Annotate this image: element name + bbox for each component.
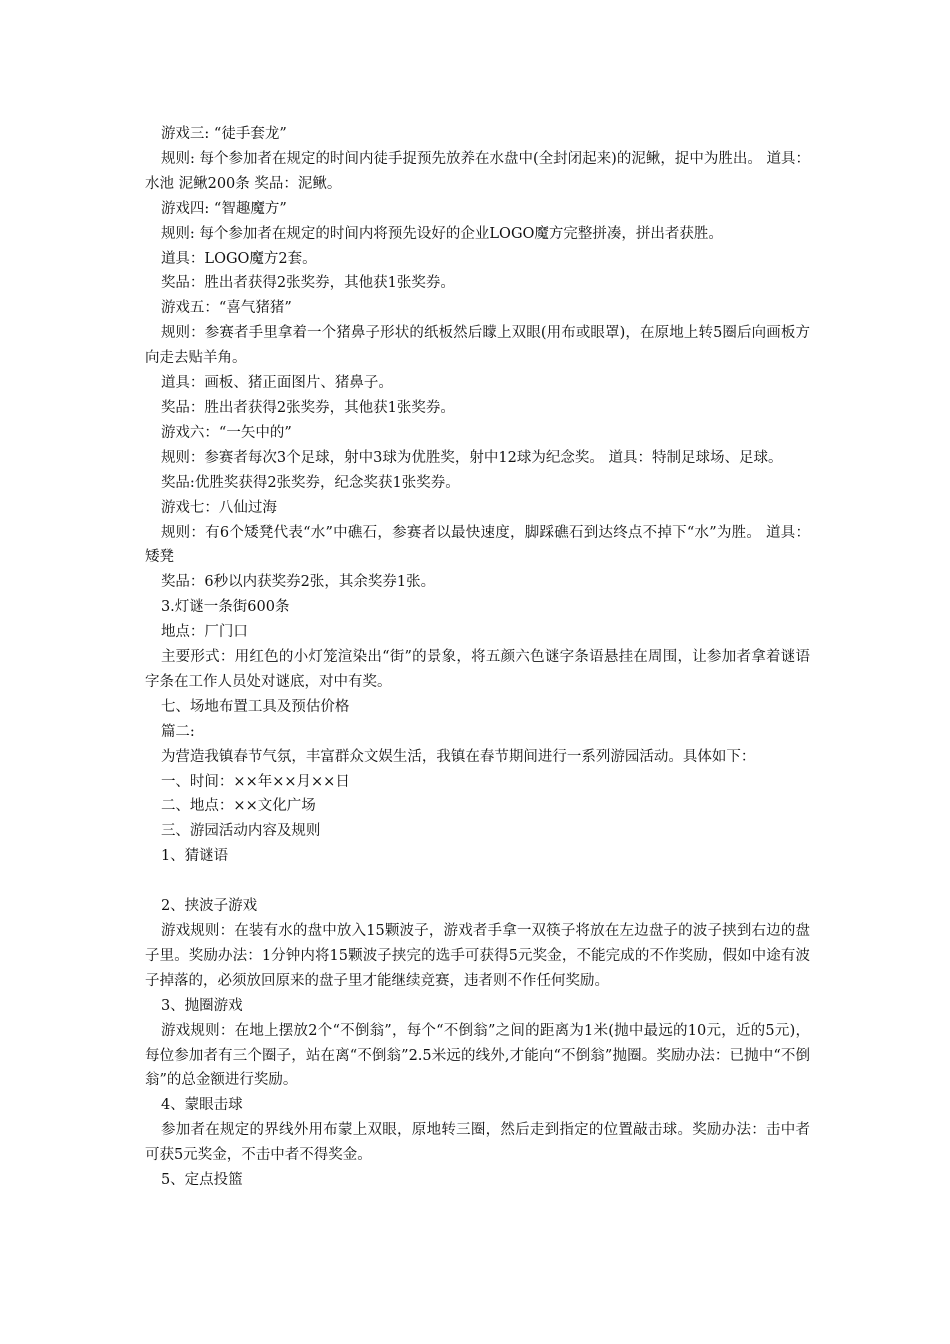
paragraph-game7-title: 游戏七：八仙过海 [160,499,277,516]
paragraph-blindfold-rules: 参加者在规定的界线外用布蒙上双眼，原地转三圈，然后走到指定的位置敲击球。奖励办法：击中者可获5元奖金，不击中者不得奖金。 [145,1122,810,1164]
paragraph-blindfold-title: 4、蒙眼击球 [160,1097,243,1114]
paragraph-game7-rules: 规则：有6个矮凳代表“水”中礁石，参赛者以最快速度，脚踩礁石到达终点不掉下“水”为胜。 道具：矮凳 [145,524,810,566]
paragraph-location: 地点：厂门口 [160,624,248,641]
paragraph-main-form: 主要形式：用红色的小灯笼渲染出“街”的景象，将五颜六色谜字条语悬挂在周围，让参加者拿着谜语字条在工作人员处对谜底，对中有奖。 [145,649,810,690]
paragraph-game7-prize: 奖品：6秒以内获奖券2张，其余奖券1张。 [160,574,436,591]
paragraph-marbles-title: 2、挟波子游戏 [160,898,258,915]
paragraph-ring-toss-title: 3、抛圈游戏 [160,997,243,1014]
paragraph-activity-heading: 三、游园活动内容及规则 [160,823,321,840]
paragraph-game5-prize: 奖品：胜出者获得2张奖券，其他获1张奖券。 [160,399,455,416]
paragraph-basketball-title: 5、定点投篮 [160,1172,243,1189]
paragraph-riddles: 1、猜谜语 [160,848,229,865]
blank-line [145,869,810,894]
paragraph-place: 二、地点：××文化广场 [160,798,316,815]
paragraph-intro: 为营造我镇春节气氛，丰富群众文娱生活，我镇在春节期间进行一系列游园活动。具体如下： [160,748,756,765]
paragraph-game4-rules: 规则: 每个参加者在规定的时间内将预先设好的企业LOGO魔方完整拼凑，拼出者获胜。 [160,225,723,242]
paragraph-game5-rules: 规则：参赛者手里拿着一个猪鼻子形状的纸板然后矇上双眼(用布或眼罩)，在原地上转5圈后向画板方向走去贴羊角。 [145,325,810,367]
paragraph-game3-title: 游戏三: “徒手套龙” [160,126,287,142]
paragraph-marbles-rules: 游戏规则：在装有水的盘中放入15颗波子，游戏者手拿一双筷子将放在左边盘子的波子挟到右边的盘子里。奖励办法：1分钟内将15颗波子挟完的选手可获得5元奖金，不能完成的不作奖励，假如中途有波子掉落的，必须放回原来的盘子里才能继续竞赛，违者则不作任何奖励。 [145,922,810,989]
paragraph-ring-toss-rules: 游戏规则：在地上摆放2个“不倒翁”，每个“不倒翁”之间的距离为1米(抛中最远的10元，近的5元)，每位参加者有三个圈子，站在离“不倒翁”2.5米远的线外,才能向“不倒翁”抛圈。奖励办法：已抛中“不倒翁”的总金额进行奖励。 [145,1022,810,1089]
paragraph-time: 一、时间：××年××月××日 [160,773,350,790]
document-body [145,122,810,1193]
paragraph-game6-prize: 奖品:优胜奖获得2张奖券，纪念奖获1张奖券。 [160,474,460,491]
paragraph-section-seven: 七、场地布置工具及预估价格 [160,698,350,715]
paragraph-game5-title: 游戏五：“喜气猪猪” [160,300,292,317]
paragraph-game6-rules: 规则：参赛者每次3个足球，射中3球为优胜奖，射中12球为纪念奖。 道具：特制足球场、足球。 [160,449,783,466]
paragraph-game4-prize: 奖品：胜出者获得2张奖券，其他获1张奖券。 [160,275,455,292]
paragraph-game5-props: 道具：画板、猪正面图片、猪鼻子。 [160,375,393,392]
paragraph-game3-rules: 规则: 每个参加者在规定的时间内徒手捉预先放养在水盘中(全封闭起来)的泥鳅，捉中为胜出。 道具：水池 泥鳅200条 奖品：泥鳅。 [145,150,810,192]
paragraph-game4-title: 游戏四: “智趣魔方” [160,200,287,217]
paragraph-part-two: 篇二: [160,723,195,740]
paragraph-game6-title: 游戏六：“一矢中的” [160,424,292,441]
paragraph-lantern-riddles: 3.灯谜一条街600条 [160,599,290,616]
paragraph-game4-props: 道具：LOGO魔方2套。 [160,250,317,267]
